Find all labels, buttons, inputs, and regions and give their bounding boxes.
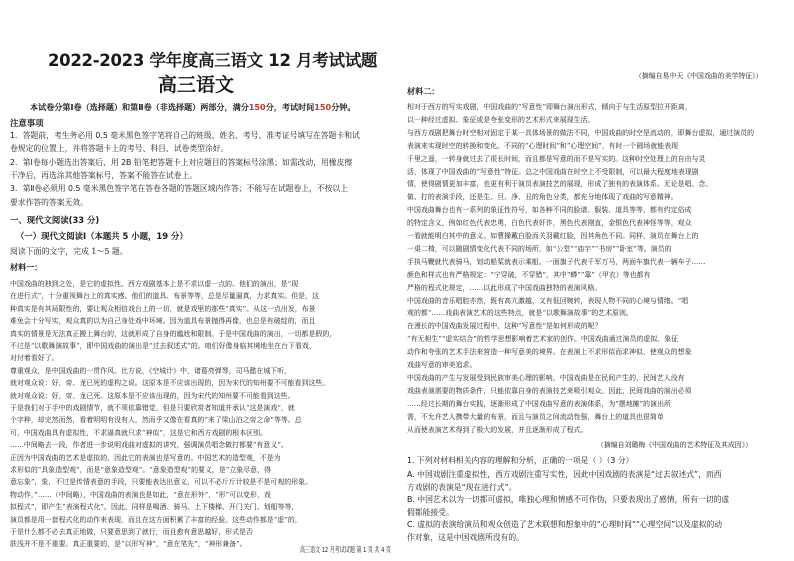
score-value: 150 — [248, 102, 266, 112]
text-line: 真实的情景是无法真正搬上舞台的，这就形成了自身的尴尬和限制。于是中国戏曲的演出，一切都是假的， — [10, 329, 337, 338]
text-line: 物动作，”……（中间略），中国戏曲的表演也是如此，“意在形外”，“形”可以变形，戏 — [10, 490, 271, 499]
text-line: A. 中国戏剧注重虚拟性，西方戏剧注重写实性，因此中国戏剧的表演是“过去叙述式”，而西 — [407, 470, 722, 479]
info-middle: 分，考试时间 — [265, 102, 315, 112]
text-line: 假都能接受。 — [407, 507, 454, 517]
time-value: 150 — [314, 102, 332, 112]
text-line: B. 中国艺术以为一切都可虚拟，唯独心理和情感不可作伪，只要表现出了感情，所有一切的虚 — [407, 495, 730, 505]
exam-subtitle: 高三语文 — [158, 74, 235, 96]
text-line: 干净后，再选涂其他答案标号，答案不能答在试卷上。 — [10, 170, 198, 180]
text-line: 一桌二椅，可以随剧情变化代表不同的场所，如“公堂”“庙宇”“书房”“卧室”等。演员的 — [407, 244, 672, 253]
text-line: 于是什么都不必去真正地做，只要意思到了就行，而且愈有意思越好，形式是否 — [10, 528, 253, 536]
text-line: 在进行式”，十分重视舞台上的真实感。他们的道具、布景等等，总是尽量逼真，力求真实。但是，这 — [10, 292, 319, 301]
text-line: 活，体现了中国戏曲的“写意性”特征。总之中国戏曲在时空上不受限制，可以最大程度地表现剧 — [407, 167, 699, 176]
text-line: 表演来实现时空的转换和变化。不同的“心理时间”和“心理空间”，有时一个圆场就能表现 — [407, 141, 679, 150]
text-line: 颜色和样式也有严格规定：“宁穿破，不穿错”，其中“蟒”“靠”（甲衣）等也都有 — [407, 270, 651, 279]
info-prefix: 本试卷分第Ⅰ卷（选择题）和第Ⅱ卷（非选择题）两部分，满分 — [30, 102, 249, 112]
info-suffix: 分钟。 — [331, 102, 356, 112]
text-line: 一看就能明白其中的意义。如曹操戴白脸而关羽戴红脸，因其角色不同。同样，演员在舞台上的 — [407, 232, 699, 240]
text-line: 在漫长的中国戏曲发展过程中，这种“写意性”是如何形成的呢？ — [407, 322, 602, 331]
text-line: 个字种，却完然而然，看着明明有没有人，然而乎又像在看真的“来了梁山泊之帝之命”等等。总 — [10, 416, 302, 425]
text-line: 拟程式”，即产生“表演程式化”。因此，同样是喝酒、骑马、上下楼梯、开门关门、划船等等， — [10, 503, 299, 512]
notes-heading: 注意事项 — [10, 118, 44, 128]
material1-label: 材料一： — [10, 262, 43, 272]
page-footer: 高三语文 12 月考试试题 第 1 页 共 4 页 — [300, 545, 391, 554]
text-line: 求形似的“具象造型观”，而是“意象造型观”。“意象造型观”的要义，是“立象尽意，得 — [10, 466, 271, 474]
material1-source: （摘编自易中天《中国戏曲的美学特征》） — [635, 72, 763, 80]
text-line: 1．答题前，考生务必用 0.5 毫米黑色签字笔将自己的班级、姓名、考号、准考证号填写在答题卡和试 — [10, 131, 360, 140]
text-line: 3．第Ⅱ卷必须用 0.5 毫米黑色签字笔在答卷各题的答题区域内作答；不能写在试题卷上，不按以上 — [10, 184, 349, 194]
text-line: 千里之遥，一转身就过去了很长时间，而且都是写意的而不是写实的。这种时空处理上的自由与灵 — [407, 154, 706, 163]
text-line: 难免会十分写实，观众真的以为自己身处戏中环境。因为道具布景抛得再像，也总是有破绽的，而且 — [10, 317, 316, 326]
text-line: 意忘象”，象，不过是传情表意的手段，只要能表达出意义，可以不必斤斤计较是不是可观的形象。 — [10, 478, 313, 487]
text-line: 手执马鞭就代表骑马，划动船桨就表示乘船。一面旗子代表千军万马，两面车旗代表一辆车子…… — [407, 257, 706, 266]
text-line: 就对观众说：好，帝、龙已死。这原本是不应该出现的，因为宋代的知州要不可能看到这些。 — [10, 391, 295, 400]
text-line: 动作和夸张的艺术手法来营造一种写意美的境界。在表演上不求形似而求神似，使观众的想象 — [407, 348, 692, 357]
text-line: 方戏剧的表演是“现在进行式”。 — [407, 482, 517, 492]
instruction-text: 阅读下面的文字，完成 1～5 题。 — [10, 247, 128, 256]
text-line: 中国戏曲的音乐唱腔亦然，既有高亢激越，又有低回婉转，表现人物不同的心境与情绪。“唱 — [407, 296, 689, 305]
text-line: 中国戏曲的产生与发展受到民族审美心理的影响，中国戏曲是在民间产生的，民间艺人没有 — [407, 373, 685, 382]
text-line: 需，不允许艺人携带大量的布景，而且与演员之间流动性强，舞台上的道具也很简单 — [407, 412, 664, 421]
subsection-heading: （一）现代文阅读Ⅰ（本题共 5 小题，19 分） — [16, 231, 188, 241]
text-line: 与西方戏剧把舞台时空相对固定于某一具体场景的做法不同，中国戏曲的时空是流动的，即舞台虚拟，通过演员的 — [407, 128, 755, 137]
exam-info — [30, 102, 355, 113]
text-line: 作对象，这是中国戏剧所没有的。 — [407, 533, 524, 542]
text-line: 卷规定的位置上，并将答题卡上的考号、科目、试卷类型涂好。 — [10, 144, 229, 154]
text-line: 2．第Ⅰ卷每小题选出答案后，用 2B 铅笔把答题卡上对应题目的答案标号涂黑；如需改动，用橡皮擦 — [10, 157, 353, 167]
text-line: 不过是“以歌舞演故事”，即中国戏曲的演出是“过去叙述式”的。咱们好像身临其境地坐在台下看戏， — [10, 342, 316, 350]
text-line: 严格的程式化规定，……以此形成了中国戏曲独特的表演风格。 — [407, 283, 602, 292]
text-line: 的特定含义，例如红色代表忠勇，白色代表奸诈，黑色代表刚直，金银色代表神怪等等，观众 — [407, 219, 692, 228]
text-line: 以一种经过虚拟、象征或是夸张变形的艺术形式来展现生活。 — [407, 115, 595, 124]
text-line: 戏曲表演需要的物质条件，只能依靠自身的表演技艺来吸引观众。因此，民间戏曲的演出必须 — [407, 386, 692, 395]
text-line: 可，中国戏曲具有虚拟性，不求逼真就只求“神似”，这是它和西方戏剧的根本区别。 — [10, 428, 268, 437]
text-line: C. 虚拟的表演给演员和观众创造了艺术联想和想象中的“心理时间”“心理空间”以及虚拟的动 — [407, 520, 723, 530]
text-line: 中国戏曲的独到之处，是它的虚拟性。西方戏剧基本上是不求以虚一点的。他们的演出，是“现 — [10, 280, 299, 288]
text-line: 尊重观众，是中国戏曲的一贯作风。比方说，《空城计》中，诸葛亮弹琴，司马懿在城下听， — [10, 366, 292, 375]
text-line: ……中间略去一段，作者进一步说明戏曲对虚拟的讲究，强调演员唱念做打都要“有意义”。 — [10, 441, 288, 450]
text-line: 正因为中国戏曲的艺术是虚拟的，因此它的表演也是写意的。中国艺术的造型观，不是为 — [10, 453, 281, 462]
text-line: 演员都是用一套程式化的动作来表现，而且在这方面积累了丰富的经验。这些动作都是“虚”的， — [10, 515, 302, 524]
text-line: 从而使表演艺术得到了极大的发展，并且逐渐形成了程式。 — [407, 425, 588, 434]
text-line: “有无相生”“虚实结合”的哲学思想影响着艺术家的创作。中国戏曲通过演员的虚拟、象征 — [407, 335, 679, 344]
text-line: 情，使得剧情更加丰富，也更有利于演员表演技艺的展现，形成了独有的表演体系。无论是唱、念、 — [407, 180, 713, 189]
text-line: 于是我们对于手中的戏剧情节，就不须依靠错觉，但是只要欣赏者知道并承认“这是演戏”，就 — [10, 404, 295, 412]
section-heading: 一、现代文阅读(33 分) — [10, 215, 100, 225]
material2-label: 材料二： — [407, 86, 440, 96]
material2-source: （摘编自刘璐梅《中国戏曲的艺术特征及其成因》） — [597, 441, 753, 449]
text-line: 肤浅并不是不重要。真正重要的，是“以形写神”，“意在笔先”，“神形兼备”。 — [10, 540, 247, 549]
text-line: 种真实是有其局限性的，要让观众相信戏台上的一切，就是戏里的那些“真实”。从这一点出发，布景 — [10, 304, 316, 313]
question1-stem: 1. 下列对材料相关内容的理解和分析，正确的一项是（ ）（3 分） — [407, 456, 634, 465]
text-line: 相对于西方的写实戏剧，中国戏曲的“写意性”即舞台演出形式，倾向于与生活原型拉开距离， — [407, 103, 692, 111]
text-line: 戏曲写意的审美追求。 — [407, 361, 477, 369]
text-line: ……经过长期的舞台实践，逐渐形成了中国戏曲写意的表演体系，为“摆地摊”的演出所 — [407, 399, 671, 408]
exam-title: 2022-2023 学年度高三语文 12 月考试试题 — [48, 51, 378, 70]
text-line: 中国戏曲舞台也有一系列的象征性符号，如各种不同的脸谱、服装、道具等等，都有约定俗成 — [407, 206, 692, 215]
text-line: 做、打的表演手段，还是生、旦、净、丑的角色分类，都充分地体现了戏曲的写意精神。 — [407, 193, 678, 202]
right-column — [397, 0, 794, 561]
text-line: 观的都“……戏曲表演艺术的这些特点，就是“以歌舞演故事”的艺术原则。 — [407, 309, 633, 318]
text-line: 对付着看好了。 — [10, 354, 59, 363]
text-line: 就对观众说：好，帝、龙已死的虚构之说。这原本是不应该出现的，因为宋代的知州要不可能看到这些。 — [10, 379, 330, 388]
text-line: 要求作答的答案无效。 — [10, 197, 88, 207]
